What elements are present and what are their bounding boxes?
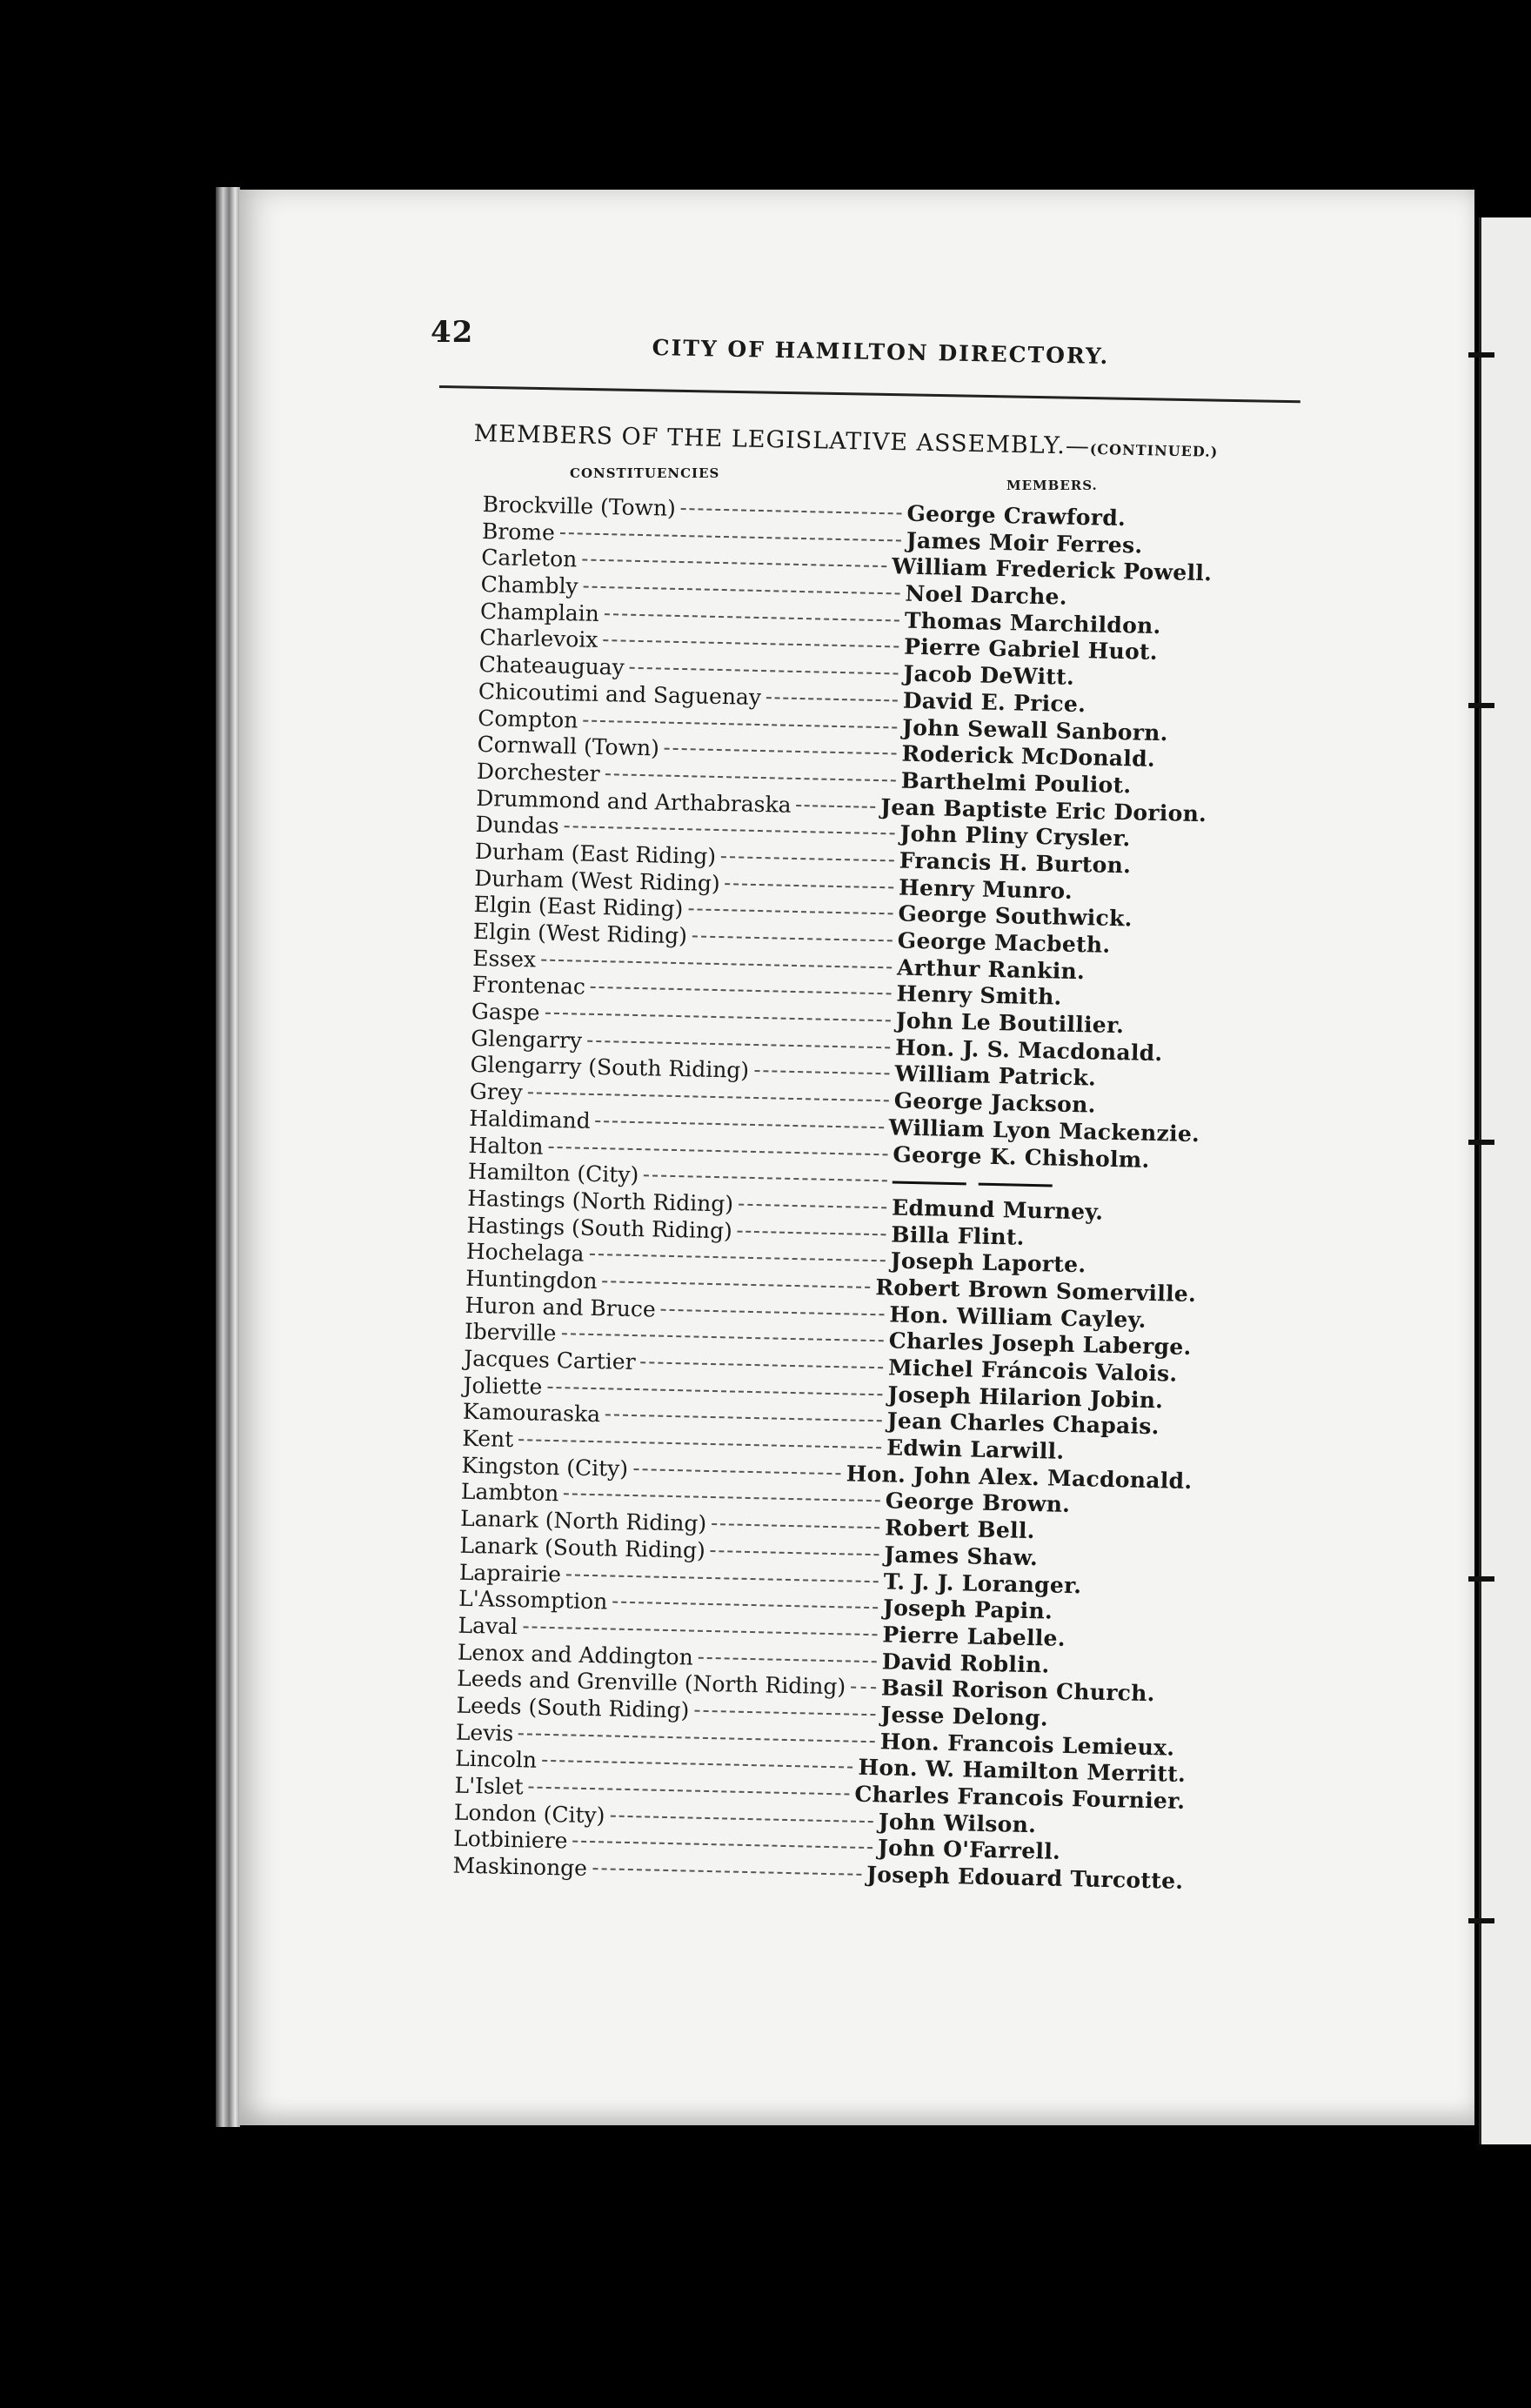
constituency-name: Drummond and Arthabraska [476,785,792,818]
constituency-name: Jacques Cartier [463,1345,636,1375]
member-name: Henry Munro. [898,874,1073,904]
constituency-name: Kingston (City) [461,1452,629,1482]
facing-page-edge [1479,217,1531,2144]
member-name: William Patrick. [894,1060,1097,1091]
dot-leader [605,773,895,781]
member-name: Jean Charles Chapais. [886,1408,1160,1440]
constituency-name: Kent [461,1425,514,1453]
constituency-name: Lenox and Addington [457,1639,694,1670]
binding-stitch [1468,1576,1494,1582]
constituency-name: Frontenac [471,972,586,1000]
member-name: Pierre Gabriel Huot. [903,634,1159,666]
member-name: George Southwick. [898,900,1133,932]
member-name: Jacob DeWitt. [903,660,1075,691]
dot-leader [528,1092,889,1101]
book-spine-edge [216,187,240,2127]
dot-leader [518,1439,881,1448]
constituency-name: Chicoutimi and Saguenay [478,678,762,710]
dot-leader [589,1254,885,1261]
member-name: John Sewall Sanborn. [901,714,1169,746]
dot-leader [612,1602,878,1609]
member-name: Pierre Labelle. [882,1622,1066,1651]
constituency-name: Leeds and Grenville (North Riding) [456,1665,846,1700]
dot-leader [605,1415,882,1422]
constituency-name: Laval [458,1612,518,1640]
member-name: Charles Francois Fournier. [854,1781,1186,1814]
constituency-name: Hamilton (City) [467,1159,639,1188]
constituency-name: Durham (East Riding) [474,838,717,869]
dot-leader [738,1230,886,1235]
constituency-name: Laprairie [458,1559,562,1587]
dot-leader [630,667,899,675]
constituency-name: Hastings (North Riding) [466,1185,734,1217]
member-name: Edwin Larwill. [886,1435,1065,1464]
dot-leader [548,1146,887,1155]
member-name: John Wilson. [878,1808,1037,1837]
constituency-name: Lambton [460,1479,559,1507]
constituency-name: Dorchester [476,758,600,786]
dot-leader [754,1070,889,1074]
dot-leader [603,1281,871,1288]
dot-leader [665,748,897,755]
member-name: Jean Baptiste Eric Dorion. [879,793,1207,826]
constituency-name: L'Islet [454,1772,524,1800]
dot-leader [694,1710,875,1716]
constituency-name: Chambly [480,572,578,599]
dot-leader [603,639,899,647]
member-name: George Jackson. [893,1087,1097,1118]
continued-label: (CONTINUED.) [1089,440,1219,460]
member-name: James Shaw. [884,1542,1039,1571]
dot-leader [725,883,894,888]
dot-leader [633,1468,841,1475]
dot-leader [582,559,886,568]
member-name: Robert Brown Somerville. [875,1274,1197,1308]
member-name: John Pliny Crysler. [899,820,1131,852]
dot-leader [566,1574,879,1582]
constituency-name: Huntingdon [465,1265,598,1294]
constituency-member-list [452,492,1213,1896]
member-name: Michel Fráncois Valois. [887,1354,1178,1387]
dot-leader [518,1733,875,1742]
member-name: Hon. Francois Lemieux. [879,1728,1175,1761]
dot-leader [688,909,893,915]
dot-leader [572,1841,872,1849]
dot-leader [644,1174,887,1181]
constituency-name: Lincoln [454,1745,538,1774]
constituency-name: Lanark (North Riding) [459,1505,707,1537]
member-name: Edmund Murney. [891,1194,1104,1225]
member-name: Arthur Rankin. [896,954,1086,984]
dot-leader [545,1013,890,1022]
constituency-name: Halton [468,1132,544,1160]
dot-leader [561,1334,883,1342]
member-name: Hon. William Cayley. [889,1301,1147,1333]
member-name: William Frederick Powell. [891,553,1213,586]
dot-leader [591,987,892,995]
member-name: Joseph Hilarion Jobin. [887,1381,1164,1413]
constituency-name: Brome [481,518,556,545]
constituency-name: Glengarry [470,1025,583,1054]
constituency-name: Hastings (South Riding) [466,1212,733,1244]
section-title-text: MEMBERS OF THE LEGISLATIVE ASSEMBLY.— [473,420,1091,460]
dot-leader [583,719,897,728]
binding-stitch [1468,352,1494,358]
constituency-name: Joliette [463,1372,543,1400]
member-name: Joseph Papin. [882,1595,1053,1624]
dot-leader [692,935,893,941]
vacant-rule [979,1183,1053,1187]
dot-leader [529,1787,850,1796]
member-name: Joseph Edouard Turcotte. [866,1862,1184,1895]
constituency-name: Haldimand [468,1105,591,1134]
constituency-name: Gaspe [471,998,540,1026]
constituency-name: Hochelaga [465,1239,585,1267]
member-name: Thomas Marchildon. [904,607,1161,639]
constituency-name: London (City) [453,1799,605,1829]
dot-leader [565,826,895,834]
member-name: Basil Rorison Church. [880,1675,1156,1707]
dot-leader [681,508,902,515]
member-name: Roderick McDonald. [901,740,1156,773]
dot-leader [596,1120,884,1128]
member-name: George Brown. [885,1488,1071,1518]
dot-leader [661,1308,885,1315]
binding-stitch [1468,1918,1494,1923]
column-header-members: MEMBERS. [1006,478,1098,493]
dot-leader [587,1040,890,1049]
dot-leader [523,1626,877,1635]
dot-leader [711,1550,879,1555]
dot-leader [584,586,900,595]
member-name: Francis H. Burton. [899,847,1132,879]
dot-leader [610,1815,872,1823]
constituency-name: Levis [455,1719,514,1746]
dot-leader [541,959,892,968]
column-header-constituencies: CONSTITUENCIES [570,465,720,481]
member-name: Barthelmi Pouliot. [900,767,1132,799]
member-name: Jesse Delong. [880,1702,1049,1731]
constituency-name: Grey [469,1078,524,1106]
member-name: Noel Darche. [905,580,1068,610]
vacant-rule [893,1181,966,1186]
member-name: Hon. J. S. Macdonald. [894,1034,1163,1066]
constituency-name: Elgin (East Riding) [473,892,684,922]
member-name: Charles Joseph Laberge. [888,1328,1192,1361]
constituency-name: Chateauguay [478,652,625,680]
dot-leader [797,805,876,808]
constituency-name: Champlain [479,598,600,626]
binding-stitch [1468,703,1494,708]
member-name: Robert Bell. [884,1515,1036,1544]
dot-leader [560,532,901,542]
member-name: George K. Chisholm. [893,1140,1150,1173]
running-title: CITY OF HAMILTON DIRECTORY. [652,335,1110,370]
member-name: David E. Price. [902,687,1086,717]
member-name: George Crawford. [906,500,1127,532]
constituency-name: L'Assomption [458,1585,608,1615]
constituency-name: Elgin (West Riding) [472,918,688,949]
member-name: T. J. J. Loranger. [883,1568,1082,1598]
constituency-name: Carleton [481,545,578,572]
member-name: Hon. W. Hamilton Merritt. [858,1755,1187,1788]
constituency-name: Essex [471,945,537,973]
member-name: William Lyon Mackenzie. [888,1114,1200,1147]
constituency-name: Leeds (South Riding) [456,1692,690,1723]
member-name: John Le Boutillier. [895,1007,1125,1039]
member-name: Henry Smith. [896,980,1062,1011]
member-name: Billa Flint. [891,1221,1026,1250]
dot-leader [542,1760,853,1769]
constituency-name: Iberville [464,1319,557,1347]
constituency-name: Brockville (Town) [482,492,677,521]
dot-leader [641,1361,884,1368]
dot-leader [712,1523,879,1528]
member-name: Hon. John Alex. Macdonald. [846,1461,1193,1494]
dot-leader [564,1494,880,1502]
constituency-name: Cornwall (Town) [477,732,660,761]
dot-leader [592,1868,861,1876]
dot-leader [851,1687,876,1689]
constituency-name: Lotbiniere [452,1826,568,1854]
constituency-name: Lanark (South Riding) [459,1532,706,1563]
dot-leader [739,1203,886,1208]
page-number: 42 [431,315,474,350]
member-name: John O'Farrell. [877,1835,1061,1865]
constituency-name: Huron and Bruce [465,1292,657,1322]
dot-leader [721,856,894,861]
member-name: James Moir Ferres. [906,527,1143,559]
member-name: George Macbeth. [897,927,1111,958]
member-name: David Roblin. [881,1648,1050,1678]
dot-leader [605,613,899,621]
dot-leader [766,697,898,701]
dot-leader [547,1387,882,1395]
constituency-name: Maskinonge [452,1852,588,1882]
constituency-name: Glengarry (South Riding) [470,1052,750,1084]
binding-stitch [1468,1140,1494,1145]
constituency-name: Charlevoix [479,625,598,653]
dot-leader [699,1656,877,1662]
constituency-name: Dundas [475,812,559,839]
constituency-name: Compton [478,705,578,732]
constituency-name: Kamouraska [462,1399,601,1428]
member-name: Joseph Laporte. [890,1247,1086,1278]
constituency-name: Durham (West Riding) [473,865,721,896]
